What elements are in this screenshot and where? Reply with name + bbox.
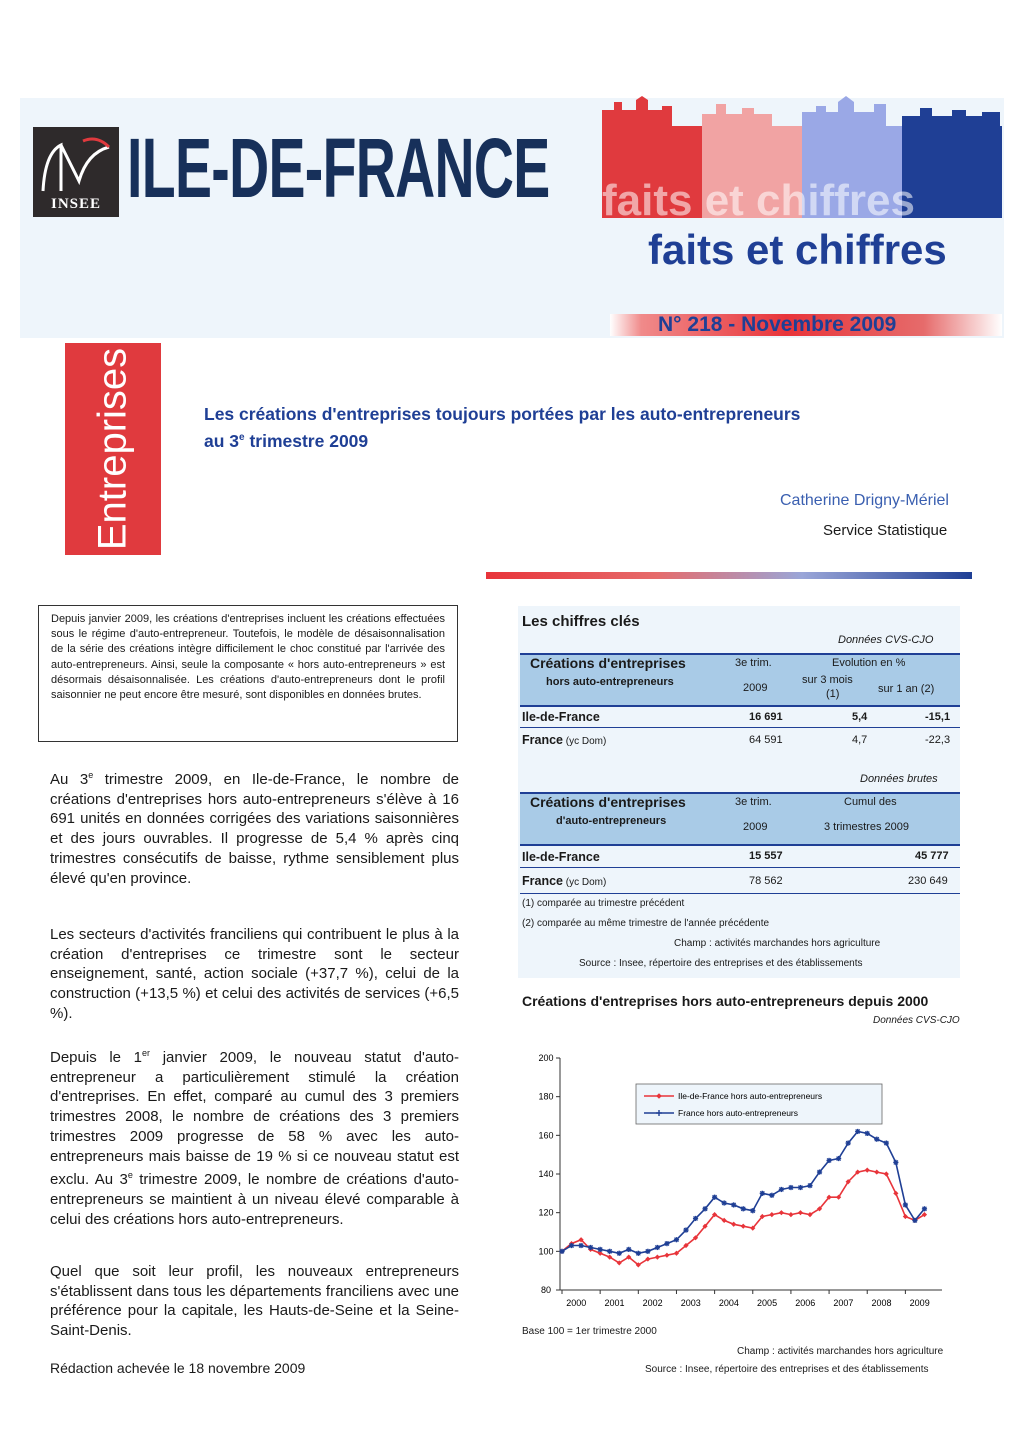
series-line-1 — [562, 1170, 925, 1265]
series-2-point — [769, 1193, 774, 1198]
body-paragraph-4: Quel que soit leur profil, les nouveaux entrepreneurs s'établissent dans tous les départements franciliens avec une préférence pour la capitale, les Hauts-de-Seine et la Seine-Saint-Denis. — [50, 1263, 459, 1340]
table1-row1-value1: 16 691 — [749, 711, 783, 723]
table2-row1-label: Ile-de-France — [522, 850, 600, 864]
article-title — [204, 402, 944, 453]
series-2-point — [760, 1191, 765, 1196]
line-chart — [518, 1040, 958, 1320]
key-figures-champ: Champ : activités marchandes hors agriculture — [674, 938, 881, 949]
y-tick-label: 120 — [538, 1207, 554, 1218]
table1-note: Données CVS-CJO — [838, 634, 934, 646]
table1-row2-value1: 64 591 — [749, 734, 783, 746]
insee-logo — [33, 127, 119, 217]
chart-base-note: Base 100 = 1er trimestre 2000 — [522, 1326, 657, 1337]
series-2-point — [722, 1200, 727, 1205]
table1-row1-value3: -15,1 — [925, 711, 951, 723]
series-2-point — [569, 1243, 574, 1248]
legend-label-1: Ile-de-France hors auto-entrepreneurs — [678, 1091, 823, 1101]
color-block-blue — [902, 126, 1002, 218]
table2-col1-top: 3e trim. — [735, 796, 772, 808]
x-tick-label: 2007 — [833, 1298, 854, 1308]
series-1-point — [893, 1191, 898, 1196]
article-title-line2: au 3e trimestre 2009 — [204, 430, 369, 451]
series-2-point — [674, 1237, 679, 1242]
y-tick-label: 200 — [538, 1053, 554, 1063]
section-tab — [65, 343, 161, 555]
chart-title: Créations d'entreprises hors auto-entrepreneurs depuis 2000 — [522, 993, 929, 1009]
table1-head-sub: hors auto-entrepreneurs — [546, 676, 674, 688]
table1-row2-label: France (yc Dom) — [522, 733, 607, 747]
table2-row1-value1: 15 557 — [749, 850, 783, 862]
author-name: Catherine Drigny-Mériel — [780, 492, 949, 509]
series-2-point — [588, 1245, 593, 1250]
series-2-point — [807, 1183, 812, 1188]
series-1-point — [874, 1169, 879, 1174]
series-2-point — [664, 1241, 669, 1246]
key-figures-source: Source : Insee, répertoire des entreprises et des établissements — [579, 958, 863, 969]
series-1-point — [798, 1210, 803, 1215]
series-1-point — [865, 1168, 870, 1173]
body-paragraph-1: Au 3e trimestre 2009, en Ile-de-France, le nombre de créations d'entreprises hors auto-entrepreneurs s'élève à 16 691 unités en données corrigées des variations saisonnières et des jours ouvrables. Il progresse de 5,4 % après cinq trimestres consécutifs de baisse, rythme sensiblement plus élevé qu'en province. — [50, 770, 460, 887]
series-2-point — [731, 1202, 736, 1207]
series-1-point — [741, 1224, 746, 1229]
body-paragraph-2: Les secteurs d'activités franciliens qui contribuent le plus à la création d'entreprises ce trimestre sont le secteur enseignement, santé, action sociale (+37,7 %), celui de la construction (+13,5 %) et celui des activités de services (+6,5 %). — [50, 926, 459, 1022]
chart-source: Source : Insee, répertoire des entreprises et des établissements — [645, 1364, 929, 1375]
series-2-point — [598, 1247, 603, 1252]
chart-champ: Champ : activités marchandes hors agriculture — [737, 1346, 944, 1357]
series-2-point — [779, 1187, 784, 1192]
paris-skyline-illustration — [602, 96, 1002, 128]
table2-head-main: Créations d'entreprises — [530, 794, 686, 810]
chart-series — [559, 1129, 927, 1268]
closing-date: Rédaction achevée le 18 novembre 2009 — [50, 1360, 306, 1376]
insee-logo-text: INSEE — [50, 196, 102, 212]
section-tab-label: Entreprises — [90, 347, 135, 551]
table2-row-divider — [520, 867, 960, 868]
series-2-point — [655, 1245, 660, 1250]
table2-row2-value1: 78 562 — [749, 875, 783, 887]
series-1-point — [788, 1212, 793, 1217]
title-rule — [486, 572, 972, 579]
series-2-point — [712, 1195, 717, 1200]
series-2-point — [903, 1202, 908, 1207]
series-2-point — [645, 1249, 650, 1254]
series-2-point — [865, 1131, 870, 1136]
table1-col2b: sur 1 an (2) — [878, 683, 935, 695]
series-title: faits et chiffres — [648, 226, 947, 273]
series-1-point — [903, 1214, 908, 1219]
article-title-line1: Les créations d'entreprises toujours portées par les auto-entrepreneurs — [204, 404, 801, 424]
table2-row2-label: France (yc Dom) — [522, 874, 607, 888]
series-line-2 — [562, 1132, 925, 1254]
table1-row1-label: Ile-de-France — [522, 710, 600, 724]
x-tick-label: 2004 — [718, 1298, 739, 1308]
x-tick-label: 2002 — [642, 1298, 663, 1308]
series-2-point — [750, 1208, 755, 1213]
table2-row1-value2: 45 777 — [915, 850, 949, 862]
table1-row2-value2: 4,7 — [852, 734, 868, 746]
series-2-point — [607, 1249, 612, 1254]
table2-col1-bottom: 2009 — [743, 821, 768, 833]
x-tick-label: 2001 — [604, 1298, 625, 1308]
series-1-point — [769, 1212, 774, 1217]
table1-col2a: sur 3 mois — [802, 674, 853, 686]
series-2-point — [817, 1169, 822, 1174]
series-2-point — [693, 1216, 698, 1221]
table2-col2-bottom: 3 trimestres 2009 — [824, 821, 909, 833]
series-2-point — [884, 1140, 889, 1145]
table1-row1-value2: 5,4 — [852, 711, 868, 723]
series-2-point — [874, 1137, 879, 1142]
legend-box — [636, 1084, 882, 1124]
series-2-point — [636, 1251, 641, 1256]
series-2-point — [788, 1185, 793, 1190]
issue-number: N° 218 - Novembre 2009 — [658, 313, 897, 336]
table2-row2-value2: 230 649 — [908, 875, 948, 887]
series-2-point — [846, 1140, 851, 1145]
body-paragraph-3: Depuis le 1er janvier 2009, le nouveau statut d'auto-entrepreneur a particulièrement stimulé la création d'entreprises. En effet, comparé au cumul des 3 premiers trimestres 2008, le nombre de créations des 3 premiers trimestres 2009 progresse de 58 % avec les auto-entrepreneurs mais baisse de 19 % si ce nouveau statut est exclu. Au 3e trimestre 2009, le nombre de créations d'auto-entrepreneurs se maintient à un niveau élevé comparable à celui des créations hors auto-entrepreneurs. — [50, 1048, 460, 1228]
series-2-point — [826, 1158, 831, 1163]
footnote-1: (1) comparée au trimestre précédent — [522, 898, 685, 909]
series-2-point — [741, 1206, 746, 1211]
series-1-point — [664, 1253, 669, 1258]
legend-label-2: France hors auto-entrepreneurs — [678, 1108, 799, 1118]
x-tick-label: 2008 — [871, 1298, 892, 1308]
series-1-point — [779, 1210, 784, 1215]
x-tick-label: 2006 — [795, 1298, 816, 1308]
table2-bottom-rule — [520, 893, 960, 894]
series-2-point — [617, 1251, 622, 1256]
series-2-point — [912, 1218, 917, 1223]
series-2-point — [893, 1160, 898, 1165]
y-tick-label: 140 — [538, 1169, 554, 1179]
insee-logo-mark — [39, 133, 113, 195]
table2-note: Données brutes — [860, 773, 938, 785]
region-title: ILE-DE-FRANCE — [127, 121, 550, 215]
y-tick-label: 100 — [538, 1246, 554, 1257]
x-tick-label: 2000 — [566, 1298, 587, 1308]
x-tick-label: 2009 — [909, 1298, 930, 1308]
series-title-ghost: faits et chiffres — [602, 176, 915, 225]
x-tick-label: 2005 — [757, 1298, 778, 1308]
x-tick-label: 2003 — [680, 1298, 701, 1308]
series-2-point — [559, 1249, 564, 1254]
footnote-2: (2) comparée au même trimestre de l'année précédente — [522, 918, 770, 929]
table1-row-divider — [520, 727, 960, 728]
series-2-point — [683, 1227, 688, 1232]
series-2-point — [626, 1247, 631, 1252]
y-tick-label: 180 — [538, 1091, 554, 1102]
y-tick-label: 80 — [540, 1285, 552, 1295]
table1-col1-bottom: 2009 — [743, 682, 768, 694]
table1-row2-value3: -22,3 — [925, 734, 951, 746]
series-1-point — [731, 1222, 736, 1227]
key-figures-title: Les chiffres clés — [522, 613, 640, 630]
series-2-point — [798, 1185, 803, 1190]
series-2-point — [922, 1206, 927, 1211]
series-2-point — [578, 1243, 583, 1248]
table2-col2-top: Cumul des — [844, 796, 897, 808]
chart-legend — [636, 1084, 882, 1124]
series-2-point — [702, 1206, 707, 1211]
table1-col2-top: Evolution en % — [832, 657, 906, 669]
series-2-point — [855, 1129, 860, 1134]
series-1-point — [884, 1171, 889, 1176]
intro-box: Depuis janvier 2009, les créations d'entreprises incluent les créations effectuées sous le régime d'auto-entrepreneur. Toutefois, le modèle de désaisonnalisation de la série des créations intègre difficilement le choc constitué par l'arrivée des auto-entrepreneurs. Ainsi, seule la composante « hors auto-entrepreneurs » est désormais désaisonnalisée. Les créations d'auto-entrepreneurs dont le profil saisonnier ne peut encore être mesuré, sont disponibles en données brutes. — [38, 605, 458, 742]
series-2-point — [836, 1156, 841, 1161]
series-1-point — [655, 1255, 660, 1260]
author-service: Service Statistique — [823, 522, 948, 539]
table2-head-sub: d'auto-entrepreneurs — [556, 815, 667, 827]
y-tick-label: 160 — [538, 1130, 554, 1141]
table1-col2a-note: (1) — [826, 688, 840, 700]
table1-head-main: Créations d'entreprises — [530, 655, 686, 671]
chart-note: Données CVS-CJO — [873, 1015, 960, 1026]
table1-col1-top: 3e trim. — [735, 657, 772, 669]
